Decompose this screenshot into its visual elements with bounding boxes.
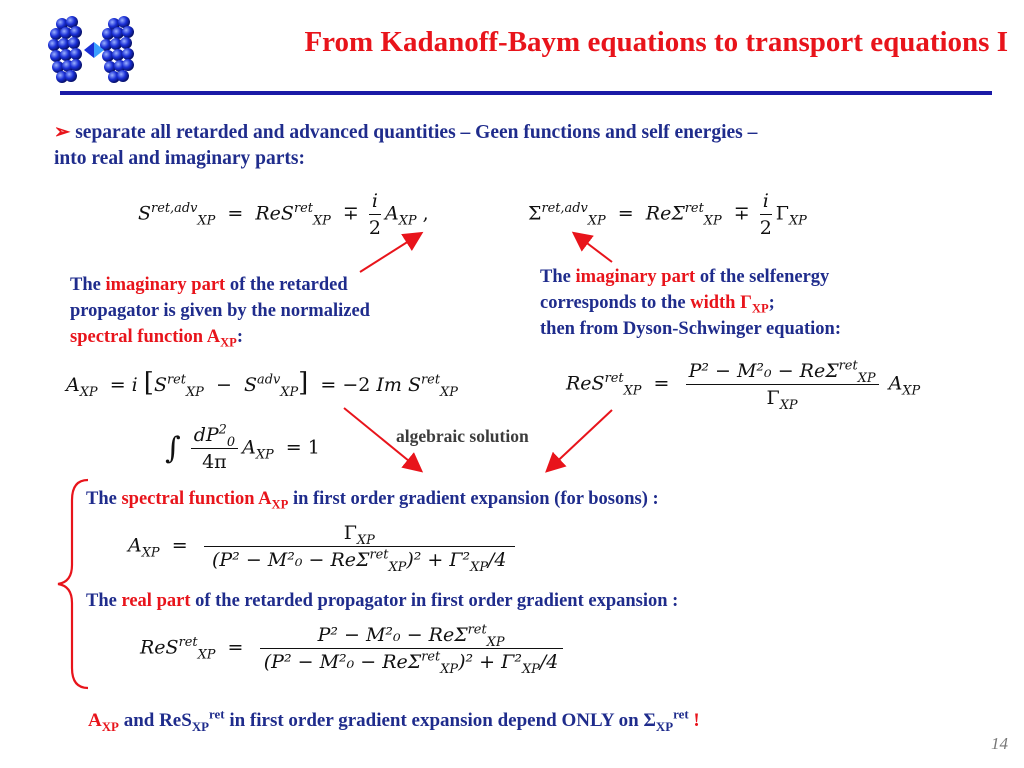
equation-real-part-gradient: ReS$^{ret}_{XP}$ = $\frac{P^2 - M^2_0 - Re\Sigma^{ret}_{XP}}{(P^2 - M^2_0 - Re\Sigma^{ret}_{XP})^2 + \Gamma^2_{XP}/4}$ xyxy=(140,624,567,673)
note-imaginary-part-propagator: The imaginary part of the retarded propagator is given by the normalized spectral function $A_{XP}$: xyxy=(70,275,370,350)
arrow-left-to-algebraic xyxy=(344,408,420,470)
conclusion-statement: $A_{XP}$ and ReS$_{XP}^{ret}$ in first order gradient expansion depend ONLY on $\Sigma_{XP}^{ret}$ ! xyxy=(88,706,700,734)
page-number: 14 xyxy=(991,734,1008,753)
real-part-heading: The real part of the retarded propagator in first order gradient expansion : xyxy=(86,591,679,611)
note-imaginary-part-selfenergy: The imaginary part of the selfenergy corresponds to the width $\Gamma_{XP}$; then from Dyson-Schwinger equation: xyxy=(540,267,841,339)
bullet-line-1: separate all retarded and advanced quantities – Geen functions and self energies – xyxy=(70,122,758,143)
arrow-to-left-equation xyxy=(360,234,420,272)
bullet-arrow-icon: ➢ xyxy=(54,122,71,143)
equation-spectral-gradient: $A_{XP}$ = $\frac{\Gamma_{XP}}{(P^2 - M^2_0 - Re\Sigma^{ret}_{XP})^2 + \Gamma^2_{XP}/4}$ xyxy=(128,522,519,571)
arrow-to-right-equation xyxy=(575,234,612,262)
arrow-right-to-algebraic xyxy=(548,410,612,470)
equation-sigma-ret-adv: $\Sigma^{ret,adv}_{XP} = Re\Sigma^{ret}_{XP}$ ∓ $\frac{i}{2}$ $\Gamma_{XP}$ xyxy=(528,190,807,239)
equation-spectral-definition: $A_{XP} = i$ $[S^{ret}_{XP} - S^{adv}_{XP}] = -2$ Im $S^{ret}_{XP}$ xyxy=(66,368,458,400)
spectral-function-heading: The spectral function $A_{XP}$ in first order gradient expansion (for bosons) : xyxy=(86,489,659,512)
equation-s-ret-adv: $S^{ret,adv}_{XP} = ReS^{ret}_{XP}$ ∓ $\frac{i}{2}$ $A_{XP}$ , xyxy=(138,190,429,239)
equation-res-dyson: ReS$^{ret}_{XP}$ = $\frac{P^2 - M^2_0 - Re\Sigma^{ret}_{XP}}{\Gamma_{XP}}$ $A_{XP}$ xyxy=(566,358,921,413)
slide-title: From Kadanoff-Baym equations to transport equations I xyxy=(304,26,1008,58)
bullet-line-2: into real and imaginary parts: xyxy=(54,148,305,169)
left-curly-brace xyxy=(58,480,88,688)
algebraic-solution-label: algebraic solution xyxy=(396,426,529,446)
equation-normalization: ∫ $\frac{dP^2_0}{4\pi}$ $A_{XP} = 1$ xyxy=(165,422,320,473)
